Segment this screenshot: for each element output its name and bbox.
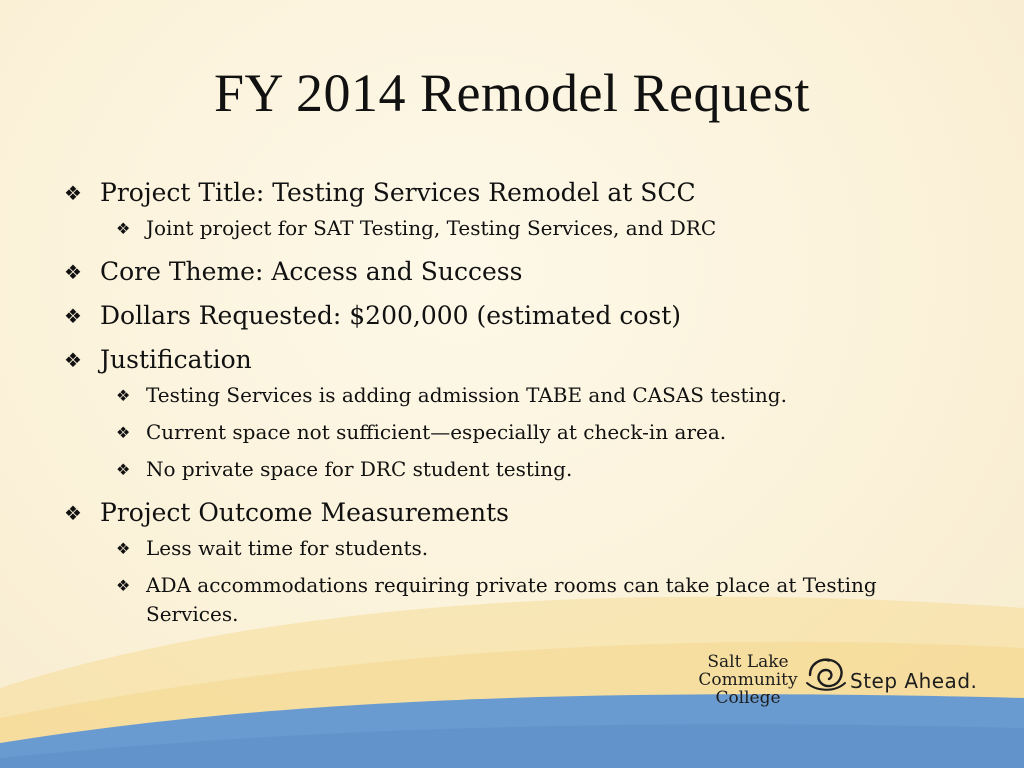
sub-bullet-item bbox=[62, 381, 922, 410]
diamond-bullet-icon: ❖ bbox=[116, 423, 131, 442]
logo-wordmark bbox=[692, 653, 804, 707]
diamond-bullet-icon: ❖ bbox=[116, 219, 131, 238]
bullet-item bbox=[62, 255, 922, 289]
bullet-item bbox=[62, 176, 922, 210]
diamond-bullet-icon: ❖ bbox=[64, 181, 82, 205]
sub-bullet-text: No private space for DRC student testing. bbox=[146, 457, 573, 481]
slcc-swirl-logo-icon bbox=[804, 655, 848, 695]
bullet-list bbox=[62, 176, 922, 641]
bullet-text: Project Outcome Measurements bbox=[100, 498, 509, 527]
logo-line-3: College bbox=[715, 688, 781, 708]
sub-bullet-item bbox=[62, 571, 922, 629]
sub-bullet-text: ADA accommodations requiring private rooms can take place at Testing Services. bbox=[146, 573, 877, 626]
diamond-bullet-icon: ❖ bbox=[64, 501, 82, 525]
bullet-text: Project Title: Testing Services Remodel at SCC bbox=[100, 178, 696, 207]
slide-title: FY 2014 Remodel Request bbox=[214, 63, 810, 123]
bullet-item bbox=[62, 496, 922, 530]
diamond-bullet-icon: ❖ bbox=[116, 576, 131, 595]
bullet-text: Justification bbox=[100, 345, 252, 374]
diamond-bullet-icon: ❖ bbox=[116, 460, 131, 479]
logo-line-2: Community bbox=[698, 670, 798, 690]
sub-bullet-text: Joint project for SAT Testing, Testing Services, and DRC bbox=[146, 216, 717, 240]
bullet-text: Dollars Requested: $200,000 (estimated cost) bbox=[100, 301, 682, 330]
sub-bullet-item bbox=[62, 214, 922, 243]
bullet-item bbox=[62, 299, 922, 333]
sub-bullet-item bbox=[62, 455, 922, 484]
logo-tagline: Step Ahead. bbox=[850, 669, 978, 693]
logo-line-1: Salt Lake bbox=[707, 652, 789, 672]
sub-bullet-item bbox=[62, 534, 922, 563]
sub-bullet-item bbox=[62, 418, 922, 447]
diamond-bullet-icon: ❖ bbox=[64, 304, 82, 328]
sub-bullet-text: Current space not sufficient—especially at check-in area. bbox=[146, 420, 727, 444]
diamond-bullet-icon: ❖ bbox=[116, 539, 131, 558]
sub-bullet-text: Less wait time for students. bbox=[146, 536, 429, 560]
diamond-bullet-icon: ❖ bbox=[116, 386, 131, 405]
diamond-bullet-icon: ❖ bbox=[64, 348, 82, 372]
sub-bullet-text: Testing Services is adding admission TABE and CASAS testing. bbox=[146, 383, 787, 407]
diamond-bullet-icon: ❖ bbox=[64, 260, 82, 284]
bullet-text: Core Theme: Access and Success bbox=[100, 257, 523, 286]
college-logo bbox=[692, 653, 992, 713]
bullet-item bbox=[62, 343, 922, 377]
